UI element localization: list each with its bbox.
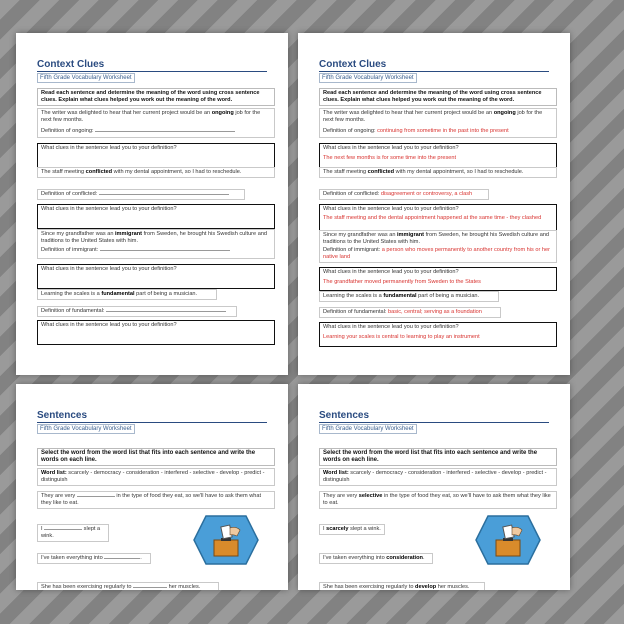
sentence-box: Since my grandfather was an immigrant from Sweden, he brought his Swedish culture and traditions to the United States with him. Definition of immigrant: a person who moves permanently to another country from his or her native land (319, 230, 557, 263)
sentence-item: They are very selective in the type of food they eat, so we'll have to ask them what they like to eat. (319, 491, 557, 509)
definition-box: Definition of conflicted: disagreement or controversy, a clash (319, 189, 489, 200)
clue-box: What clues in the sentence lead you to your definition? (37, 320, 275, 345)
worksheet-sentences-blank (16, 384, 288, 590)
worksheet-context-blank (16, 33, 288, 375)
worksheet-sentences-answers (298, 384, 570, 590)
worksheet-title: Sentences (37, 410, 267, 423)
worksheet-title: Context Clues (319, 59, 549, 72)
worksheet-subtitle: Fifth Grade Vocabulary Worksheet (37, 73, 135, 83)
sentence-item: She has been exercising regularly to her muscles. (37, 582, 219, 590)
clue-box: What clues in the sentence lead you to your definition? (37, 264, 275, 289)
sentence-box: Learning the scales is a fundamental part of being a musician. (319, 291, 499, 302)
definition-box: Definition of fundamental: basic, central; serving as a foundation (319, 307, 501, 318)
clue-box: What clues in the sentence lead you to your definition? The grandfather moved permanently from Sweden to the States (319, 267, 557, 291)
clue-box: What clues in the sentence lead you to your definition? (37, 204, 275, 229)
sentence-box: Learning the scales is a fundamental part of being a musician. (37, 289, 217, 300)
ballot-box-illustration (474, 514, 542, 566)
instructions: Select the word from the word list that fits into each sentence and write the words on each line. (37, 448, 275, 466)
sentence-box: The staff meeting conflicted with my dental appointment, so I had to reschedule. (319, 167, 557, 178)
worksheet-title: Sentences (319, 410, 549, 423)
sentence-item: I scarcely slept a wink. (319, 524, 385, 535)
worksheet-subtitle: Fifth Grade Vocabulary Worksheet (319, 73, 417, 83)
clue-box: What clues in the sentence lead you to your definition? Learning your scales is central to learning to play an instrument (319, 322, 557, 347)
word-list: Word list: scarcely - democracy - consideration - interfered - selective - develop - predict - distinguish (319, 468, 557, 486)
clue-box: What clues in the sentence lead you to your definition? The staff meeting and the dental appointment happened at the same time - they clashed (319, 204, 557, 231)
worksheet-context-answers (298, 33, 570, 375)
clue-box: What clues in the sentence lead you to your definition? The next few months is for some time into the present (319, 143, 557, 168)
sentence-item: I've taken everything into consideration. (319, 553, 433, 564)
instructions: Read each sentence and determine the meaning of the word using cross sentence clues. Explain what clues helped you work out the meaning of the word. (37, 88, 275, 106)
sentence-box: The writer was delighted to hear that her current project would be an ongoing job for the next few months. Definition of ongoing: (37, 108, 275, 138)
clue-box: What clues in the sentence lead you to your definition? (37, 143, 275, 168)
ballot-box-illustration (192, 514, 260, 566)
sentence-item: I slept a wink. (37, 524, 109, 542)
sentence-box: Since my grandfather was an immigrant from Sweden, he brought his Swedish culture and traditions to the United States with him. Definition of immigrant: (37, 229, 275, 259)
sentence-box: The staff meeting conflicted with my dental appointment, so I had to reschedule. (37, 167, 275, 178)
worksheet-subtitle: Fifth Grade Vocabulary Worksheet (319, 424, 417, 434)
worksheet-subtitle: Fifth Grade Vocabulary Worksheet (37, 424, 135, 434)
sentence-item: They are very in the type of food they eat, so we'll have to ask them what they like to eat. (37, 491, 275, 509)
definition-box: Definition of conflicted: (37, 189, 245, 200)
sentence-item: I've taken everything into . (37, 553, 151, 564)
instructions: Read each sentence and determine the meaning of the word using cross sentence clues. Explain what clues helped you work out the meaning of the word. (319, 88, 557, 106)
definition-box: Definition of fundamental: (37, 306, 237, 317)
worksheet-title: Context Clues (37, 59, 267, 72)
word-list: Word list: scarcely - democracy - consideration - interfered - selective - develop - predict - distinguish (37, 468, 275, 486)
instructions: Select the word from the word list that fits into each sentence and write the words on each line. (319, 448, 557, 466)
sentence-item: She has been exercising regularly to develop her muscles. (319, 582, 485, 590)
sentence-box: The writer was delighted to hear that her current project would be an ongoing job for the next few months. Definition of ongoing: continuing from sometime in the past into the present (319, 108, 557, 138)
